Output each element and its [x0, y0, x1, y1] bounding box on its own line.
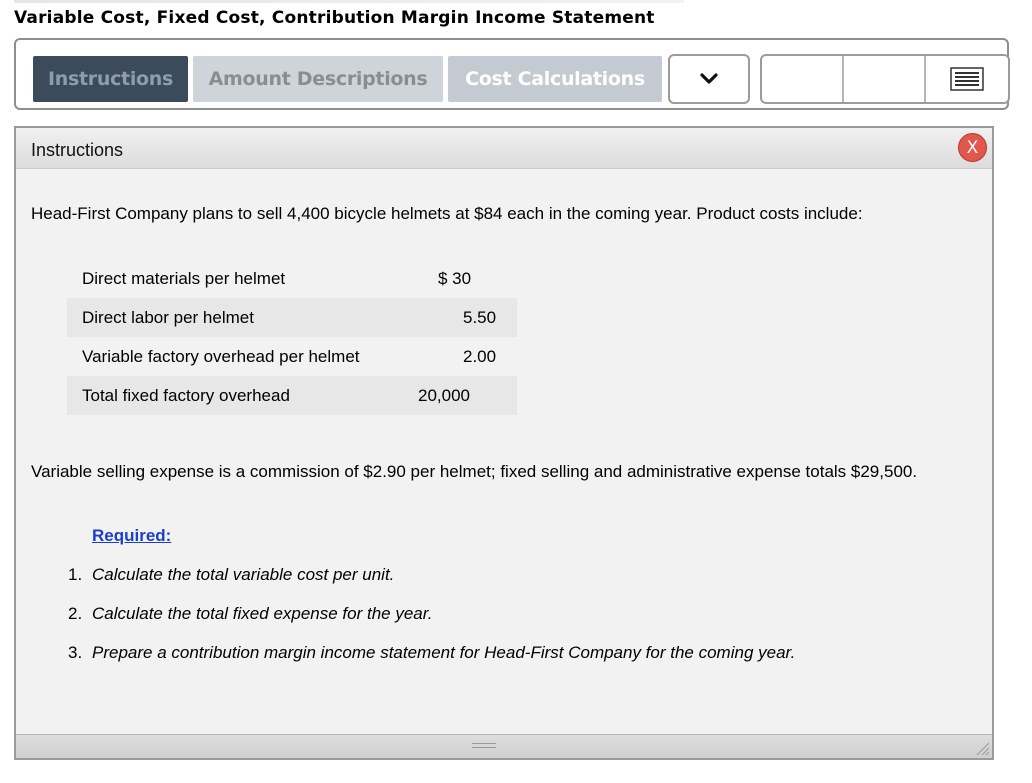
- toolbar: [14, 38, 1009, 110]
- cost-row: [67, 259, 517, 298]
- chevron-down-icon: [700, 73, 718, 85]
- requirement-number: 3.: [68, 643, 83, 662]
- cost-value: $ 30: [438, 269, 472, 288]
- resize-grip-icon[interactable]: [974, 740, 990, 756]
- title-decoration: [14, 0, 684, 3]
- selling-expense-text: Variable selling expense is a commission of $2.90 per helmet; fixed selling and administrative expense totals $29,500.: [31, 462, 918, 481]
- requirement-item: [68, 604, 433, 624]
- requirement-item: [68, 643, 795, 663]
- toolbar-blank-button-1[interactable]: [762, 56, 844, 102]
- instructions-panel: [14, 126, 994, 760]
- toolbar-menu-button[interactable]: [926, 56, 1008, 102]
- requirement-text: Prepare a contribution margin income statement for Head-First Company for the coming year.: [92, 643, 796, 662]
- required-link[interactable]: Required:: [92, 526, 172, 545]
- toolbar-button-group: [760, 54, 1010, 104]
- tab-instructions[interactable]: Instructions: [33, 56, 188, 102]
- cost-label: Direct materials per helmet: [82, 269, 286, 288]
- cost-label: Total fixed factory overhead: [82, 386, 290, 405]
- toolbar-blank-button-2[interactable]: [844, 56, 926, 102]
- tab-cost-calculations[interactable]: Cost Calculations: [448, 56, 662, 102]
- cost-value: 5.50: [463, 308, 497, 327]
- list-icon: [950, 67, 984, 91]
- cost-row: [67, 337, 517, 376]
- close-button[interactable]: X: [958, 133, 987, 162]
- cost-label: Variable factory overhead per helmet: [82, 347, 360, 366]
- cost-row: [67, 298, 517, 337]
- cost-value: 20,000: [418, 386, 470, 405]
- tab-amount-descriptions[interactable]: Amount Descriptions: [193, 56, 443, 102]
- problem-intro: Head-First Company plans to sell 4,400 bicycle helmets at $84 each in the coming year. Product costs include:: [31, 204, 863, 223]
- cost-value: 2.00: [463, 347, 497, 366]
- tab-dropdown-button[interactable]: [668, 54, 750, 104]
- panel-footer: [16, 734, 992, 758]
- cost-row: [67, 376, 517, 415]
- requirement-item: [68, 565, 394, 585]
- requirement-number: 2.: [68, 604, 83, 623]
- cost-label: Direct labor per helmet: [82, 308, 254, 327]
- requirement-number: 1.: [68, 565, 83, 584]
- requirement-text: Calculate the total fixed expense for the year.: [92, 604, 433, 623]
- page-title: Variable Cost, Fixed Cost, Contribution Margin Income Statement: [14, 8, 655, 28]
- requirement-text: Calculate the total variable cost per unit.: [92, 565, 395, 584]
- panel-header: [16, 128, 992, 169]
- panel-title: Instructions: [31, 140, 124, 160]
- drag-handle-icon[interactable]: [472, 743, 496, 748]
